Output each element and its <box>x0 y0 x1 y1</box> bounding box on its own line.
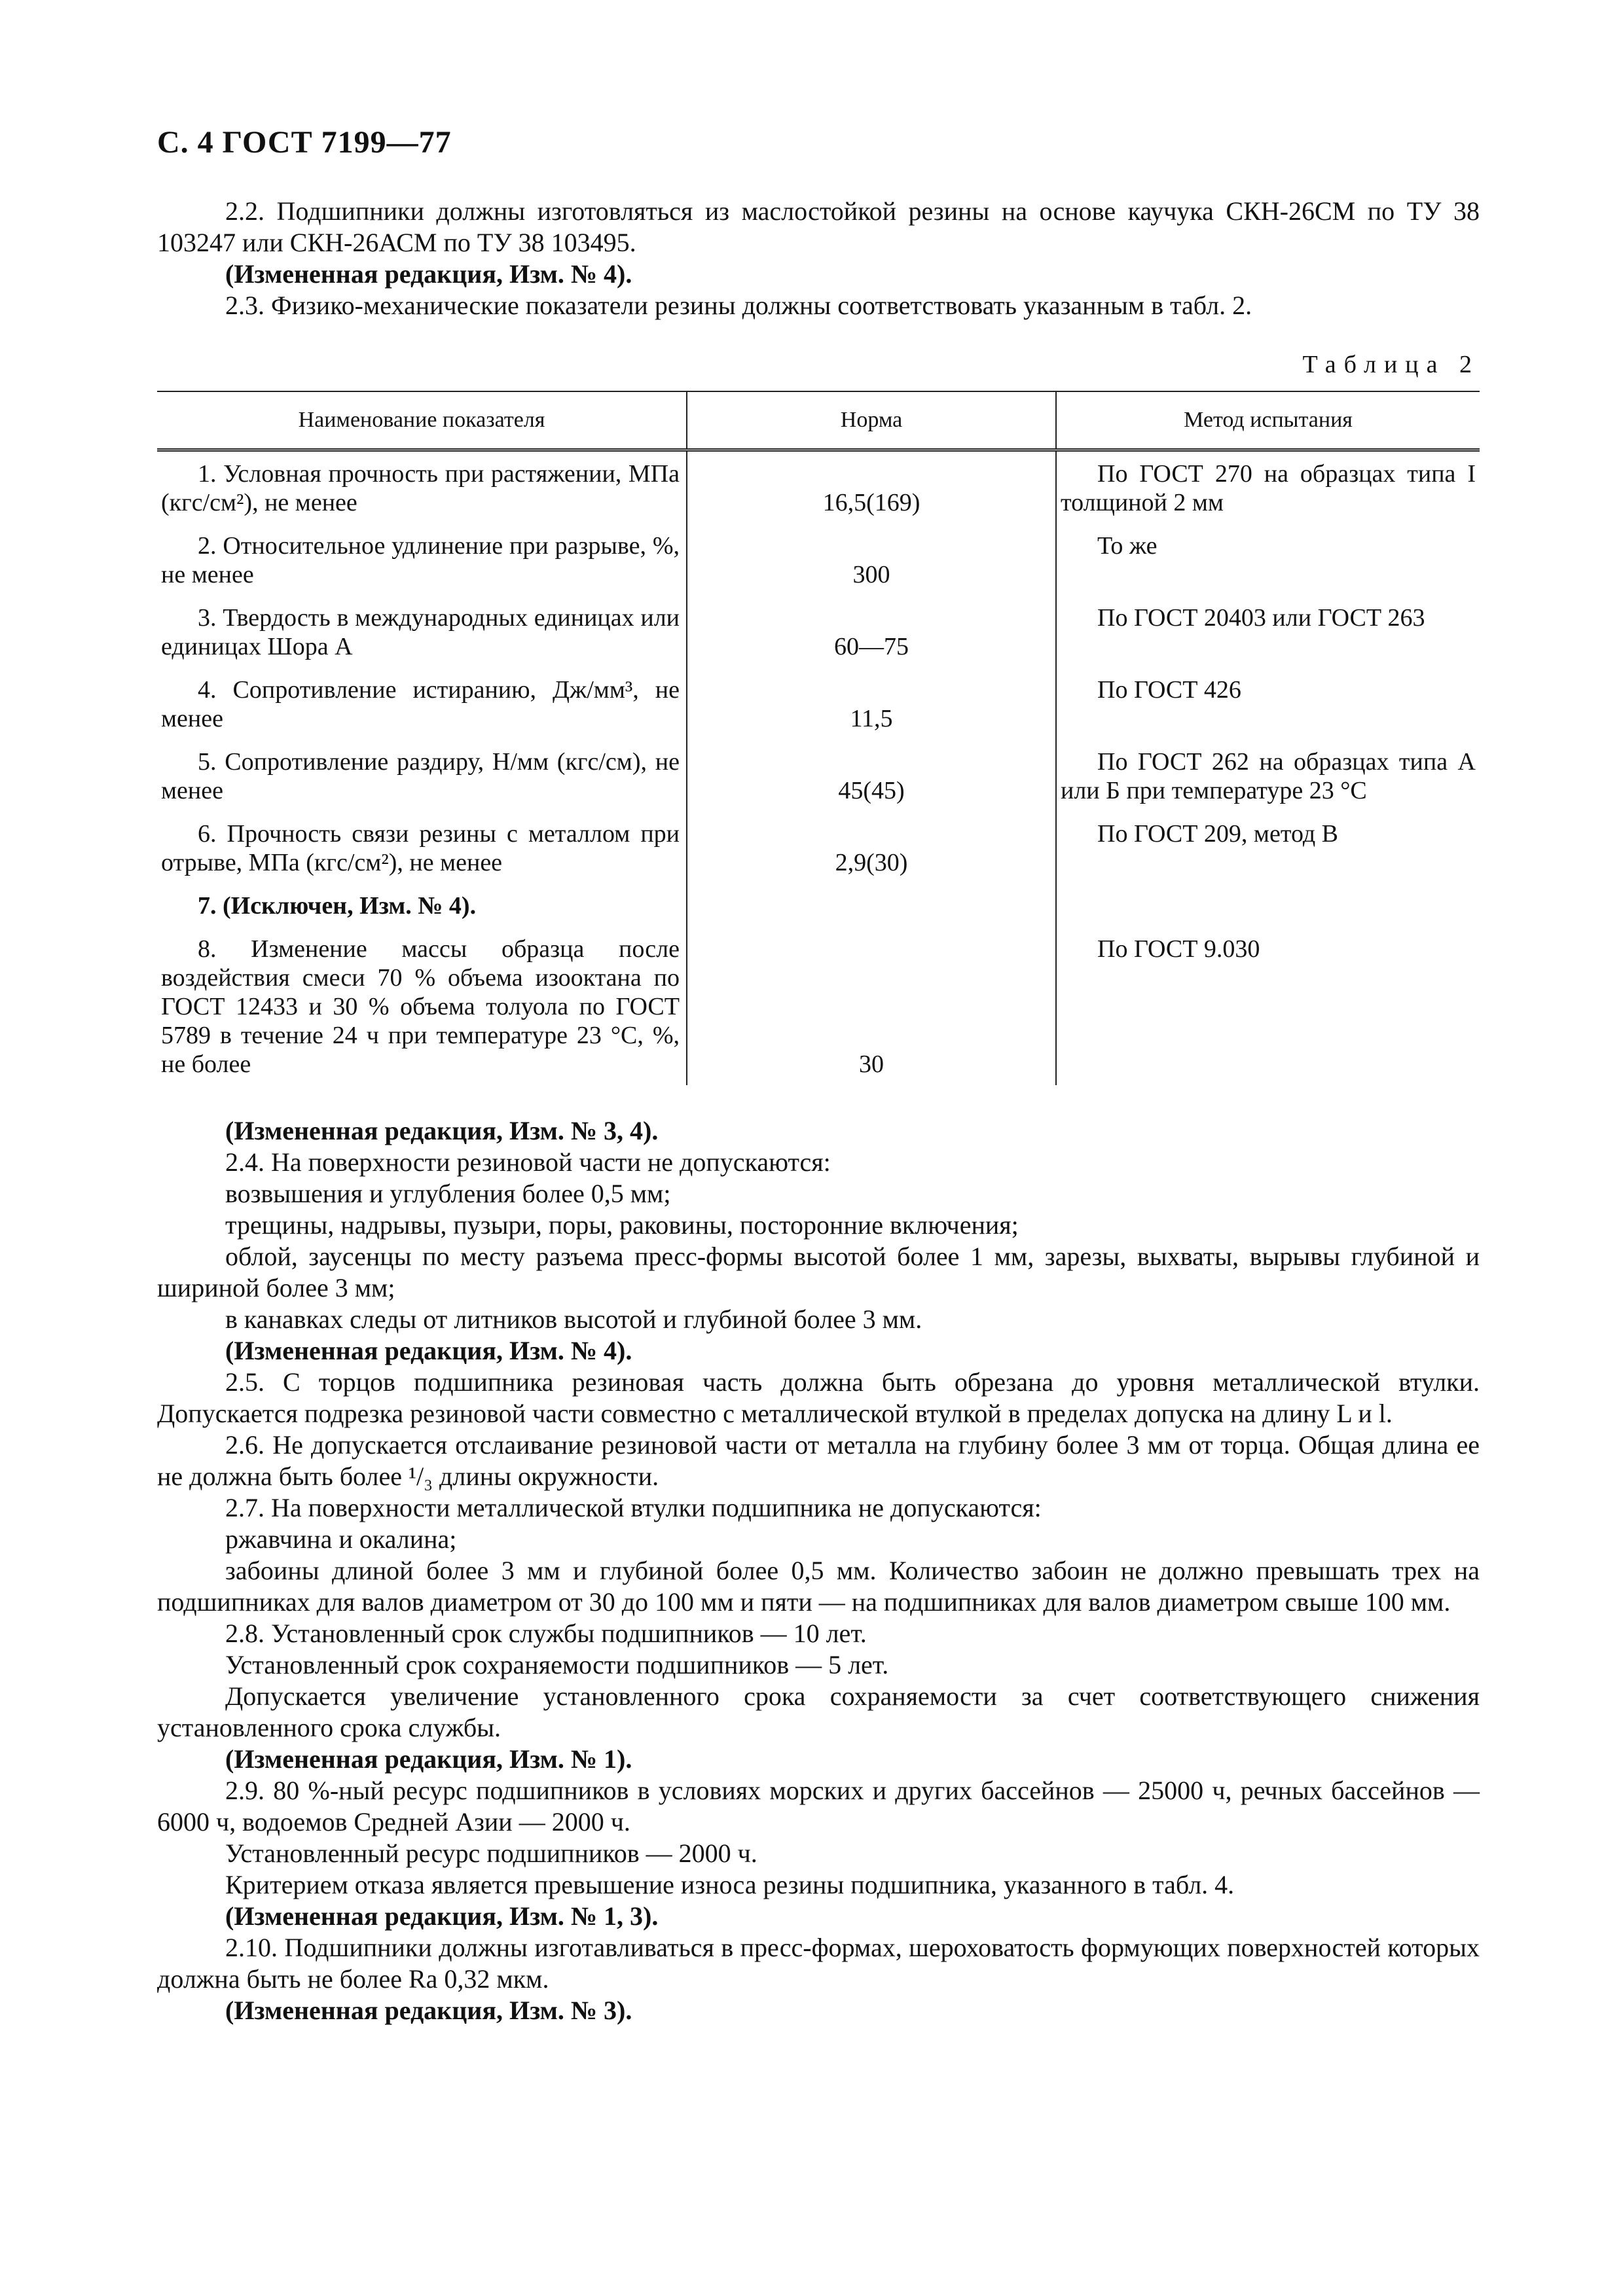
table-caption: Таблица 2 <box>1302 351 1480 378</box>
revision-note: (Измененная редакция, Изм. № 4). <box>225 259 632 289</box>
revision-note: (Измененная редакция, Изм. № 3, 4). <box>225 1116 659 1145</box>
row-method: По ГОСТ 262 на образцах типа А или Б при температуре 23 °С <box>1056 740 1480 812</box>
row-method: По ГОСТ 20403 или ГОСТ 263 <box>1056 596 1480 668</box>
revision-note: (Измененная редакция, Изм. № 3). <box>225 1996 632 2025</box>
table-row <box>157 927 1480 1085</box>
column-header-norm: Норма <box>687 391 1056 450</box>
row-name: 4. Сопротивление истиранию, Дж/мм³, не менее <box>161 676 680 732</box>
paragraph-text: возвышения и углубления более 0,5 мм; <box>225 1179 671 1208</box>
row-method: То же <box>1056 524 1480 596</box>
paragraph-text: забоины длиной более 3 мм и глубиной более 0,5 мм. Количество забоин не должно превышать трех на подшипниках для валов диаметром от 30 до 100 мм и пяти — на подшипниках для валов диаметром свыше 100 мм. <box>157 1556 1480 1617</box>
row-method: По ГОСТ 209, метод В <box>1056 812 1480 884</box>
row-name: 2. Относительное удлинение при разрыве, %, не менее <box>161 532 680 588</box>
paragraph-2-3: 2.3. Физико-механические показатели резины должны соответствовать указанным в табл. 2. <box>225 291 1252 320</box>
paragraph-2-10: 2.10. Подшипники должны изготавливаться в пресс-формах, шероховатость формующих поверхностей которых должна быть не более Ra 0,32 мкм. <box>157 1933 1480 1994</box>
properties-table <box>157 391 1480 1085</box>
paragraph-2-7: 2.7. На поверхности металлической втулки подшипника не допускаются: <box>225 1493 1042 1522</box>
row-name: 3. Твердость в международных единицах или единицах Шора А <box>161 604 680 660</box>
paragraph-text: Установленный срок сохраняемости подшипников — 5 лет. <box>225 1650 889 1679</box>
table-row <box>157 596 1480 668</box>
row-name: 7. (Исключен, Изм. № 4). <box>198 892 477 920</box>
paragraph-2-8: 2.8. Установленный срок службы подшипников — 10 лет. <box>225 1619 867 1648</box>
table-row <box>157 740 1480 812</box>
paragraph-text: Установленный ресурс подшипников — 2000 ч. <box>225 1839 757 1868</box>
paragraph-2-4: 2.4. На поверхности резиновой части не допускаются: <box>225 1147 831 1177</box>
row-name: 1. Условная прочность при растяжении, МПа (кгс/см²), не менее <box>161 460 680 516</box>
paragraph-text: в канавках следы от литников высотой и глубиной более 3 мм. <box>225 1304 922 1334</box>
row-norm: 16,5(169) <box>687 450 1056 524</box>
row-norm: 45(45) <box>687 740 1056 812</box>
page-header: С. 4 ГОСТ 7199—77 <box>157 125 452 160</box>
column-header-name: Наименование показателя <box>157 391 687 450</box>
row-norm: 60—75 <box>687 596 1056 668</box>
row-method: По ГОСТ 9.030 <box>1056 927 1480 1085</box>
row-norm: 11,5 <box>687 668 1056 740</box>
row-method <box>1056 884 1480 927</box>
paragraph-text: Критерием отказа является превышение износа резины подшипника, указанного в табл. 4. <box>225 1870 1235 1899</box>
paragraph-2-6: 2.6. Не допускается отслаивание резиновой части от металла на глубину более 3 мм от торца. Общая длина ее не должна быть более ¹/₃ длины окружности. <box>157 1430 1480 1491</box>
table-row <box>157 668 1480 740</box>
row-norm: 2,9(30) <box>687 812 1056 884</box>
document-page <box>157 124 1480 2026</box>
row-name: 6. Прочность связи резины с металлом при отрыве, МПа (кгс/см²), не менее <box>161 820 680 876</box>
column-header-method: Метод испытания <box>1056 391 1480 450</box>
revision-note: (Измененная редакция, Изм. № 1). <box>225 1744 632 1774</box>
table-row <box>157 812 1480 884</box>
table-row <box>157 524 1480 596</box>
table-header-row <box>157 391 1480 450</box>
table-row <box>157 884 1480 927</box>
paragraph-text: ржавчина и окалина; <box>225 1524 457 1554</box>
table-row <box>157 450 1480 524</box>
row-method: По ГОСТ 426 <box>1056 668 1480 740</box>
row-norm: 30 <box>687 927 1056 1085</box>
paragraph-text: Допускается увеличение установленного срока сохраняемости за счет соответствующего снижения установленного срока службы. <box>157 1681 1480 1742</box>
row-name: 5. Сопротивление раздиру, Н/мм (кгс/см), не менее <box>161 748 680 804</box>
paragraph-text: облой, заусенцы по месту разъема пресс-формы высотой более 1 мм, зарезы, выхваты, вырывы глубиной и шириной более 3 мм; <box>157 1242 1480 1302</box>
paragraph-2-9: 2.9. 80 %-ный ресурс подшипников в условиях морских и других бассейнов — 25000 ч, речных бассейнов — 6000 ч, водоемов Средней Азии — 2000 ч. <box>157 1776 1480 1837</box>
row-norm: 300 <box>687 524 1056 596</box>
revision-note: (Измененная редакция, Изм. № 1, 3). <box>225 1901 659 1931</box>
row-method: По ГОСТ 270 на образцах типа I толщиной 2 мм <box>1056 450 1480 524</box>
paragraph-2-5: 2.5. С торцов подшипника резиновая часть должна быть обрезана до уровня металлической втулки. Допускается подрезка резиновой части совместно с металлической втулкой в пределах допуска на длину L и l. <box>157 1367 1480 1428</box>
paragraph-2-2: 2.2. Подшипники должны изготовляться из маслостойкой резины на основе каучука СКН-26СМ по ТУ 38 103247 или СКН-26АСМ по ТУ 38 103495. <box>157 196 1480 257</box>
row-name: 8. Изменение массы образца после воздействия смеси 70 % объема изооктана по ГОСТ 12433 и 30 % объема толуола по ГОСТ 5789 в течение 24 ч при температуре 23 °С, %, не более <box>161 935 680 1078</box>
revision-note: (Измененная редакция, Изм. № 4). <box>225 1336 632 1365</box>
paragraph-text: трещины, надрывы, пузыри, поры, раковины, посторонние включения; <box>225 1210 1019 1240</box>
row-norm <box>687 884 1056 927</box>
